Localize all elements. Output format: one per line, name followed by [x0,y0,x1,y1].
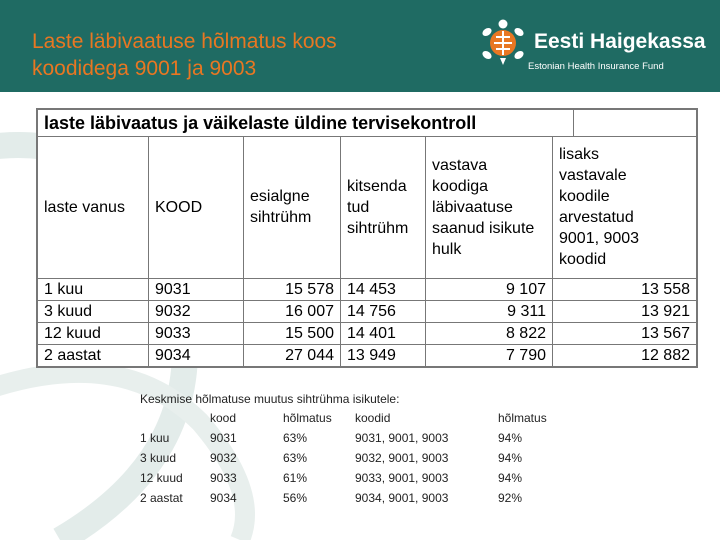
cell-kitsendatud: 13 949 [341,344,426,366]
summary-cell: 9032, 9001, 9003 [355,451,449,465]
summary-header [140,408,210,428]
header-vanus: laste vanus [38,137,149,279]
empty-cell [574,110,697,137]
slide-title-line2: koodidega 9001 ja 9003 [32,57,257,80]
header-lisaks-line: 9001, 9003 [559,230,640,248]
summary-cell: 94% [498,431,523,445]
table-row [38,322,697,344]
summary-row [140,448,558,468]
header-lisaks-line: lisaks [559,146,600,164]
cell-vanus: 12 kuud [38,322,149,344]
cell-vastava: 9 311 [426,300,553,322]
cell-esialgne: 27 044 [244,344,341,366]
cell-vastava: 7 790 [426,344,553,366]
cell-lisaks: 12 882 [553,344,697,366]
table-header-row [38,137,697,279]
header-vastava [426,137,553,279]
cell-kitsendatud: 14 756 [341,300,426,322]
coverage-summary [140,390,590,508]
summary-cell: 92% [498,491,523,505]
table-row [38,300,697,322]
header-kitsendatud [341,137,426,279]
summary-cell: 1 kuu [140,431,170,445]
header-vastava-line: hulk [432,240,462,258]
cell-kitsendatud: 14 453 [341,278,426,300]
summary-cell: 3 kuud [140,451,177,465]
cell-esialgne: 15 578 [244,278,341,300]
cell-vanus: 2 aastat [38,344,149,366]
header-lisaks-line: arvestatud [559,209,634,227]
cell-kood: 9034 [149,344,244,366]
cell-lisaks: 13 567 [553,322,697,344]
header-lisaks-line: koodid [559,251,607,269]
cell-lisaks: 13 921 [553,300,697,322]
summary-cell: 9031, 9001, 9003 [355,431,449,445]
summary-cell: 12 kuud [140,471,183,485]
summary-header: hõlmatus [283,411,332,425]
cell-vastava: 9 107 [426,278,553,300]
header-esialgne [244,137,341,279]
summary-cell: 2 aastat [140,491,183,505]
summary-cell: 9033 [210,471,237,485]
logo-subtitle: Estonian Health Insurance Fund [528,61,664,72]
header-vastava-line: saanud isikute [432,219,535,237]
summary-cell: 9034 [210,491,237,505]
cell-kood: 9032 [149,300,244,322]
cell-kitsendatud: 14 401 [341,322,426,344]
header-lisaks [553,137,697,279]
summary-cell: 56% [283,491,308,505]
summary-cell: 94% [498,471,523,485]
summary-cell: 9032 [210,451,237,465]
header-vastava-line: läbivaatuse [432,198,513,216]
header-lisaks-line: vastavale [559,167,627,185]
summary-table [140,408,558,508]
cell-vanus: 1 kuu [38,278,149,300]
summary-title: Keskmise hõlmatuse muutus sihtrühma isikutele: [140,392,400,406]
cell-kood: 9031 [149,278,244,300]
header-kitsendatud-line: kitsenda [347,177,407,195]
header-kitsendatud-line: sihtrühm [347,219,409,237]
summary-row [140,428,558,448]
summary-header: koodid [355,411,391,425]
table-row [38,278,697,300]
summary-header: kood [210,411,237,425]
header-lisaks-line: koodile [559,188,610,206]
header-banner [0,0,720,92]
cell-kood: 9033 [149,322,244,344]
header-esialgne-line: sihtrühm [250,209,312,227]
logo [478,18,708,80]
header-vastava-line: koodiga [432,177,489,195]
summary-cell: 63% [283,451,308,465]
turtle-logo-icon [478,18,528,68]
table-title: laste läbivaatus ja väikelaste üldine tervisekontroll [38,110,574,137]
summary-cell: 9031 [210,431,237,445]
summary-cell: 9033, 9001, 9003 [355,471,449,485]
slide-title [32,28,452,82]
table-row [38,344,697,366]
logo-name: Eesti Haigekassa [534,30,706,53]
header-esialgne-line: esialgne [250,188,310,206]
cell-esialgne: 15 500 [244,322,341,344]
coverage-table-panel [36,108,698,368]
summary-header: hõlmatus [498,411,547,425]
cell-esialgne: 16 007 [244,300,341,322]
summary-cell: 61% [283,471,308,485]
summary-cell: 9034, 9001, 9003 [355,491,449,505]
cell-vanus: 3 kuud [38,300,149,322]
cell-vastava: 8 822 [426,322,553,344]
summary-row [140,488,558,508]
slide-title-line1: Laste läbivaatuse hõlmatus koos [32,30,337,53]
cell-lisaks: 13 558 [553,278,697,300]
summary-header-row [140,408,558,428]
summary-cell: 94% [498,451,523,465]
summary-cell: 63% [283,431,308,445]
summary-row [140,468,558,488]
coverage-table [37,109,697,367]
header-kood: KOOD [149,137,244,279]
header-vastava-line: vastava [432,156,488,174]
header-kitsendatud-line: tud [347,198,370,216]
